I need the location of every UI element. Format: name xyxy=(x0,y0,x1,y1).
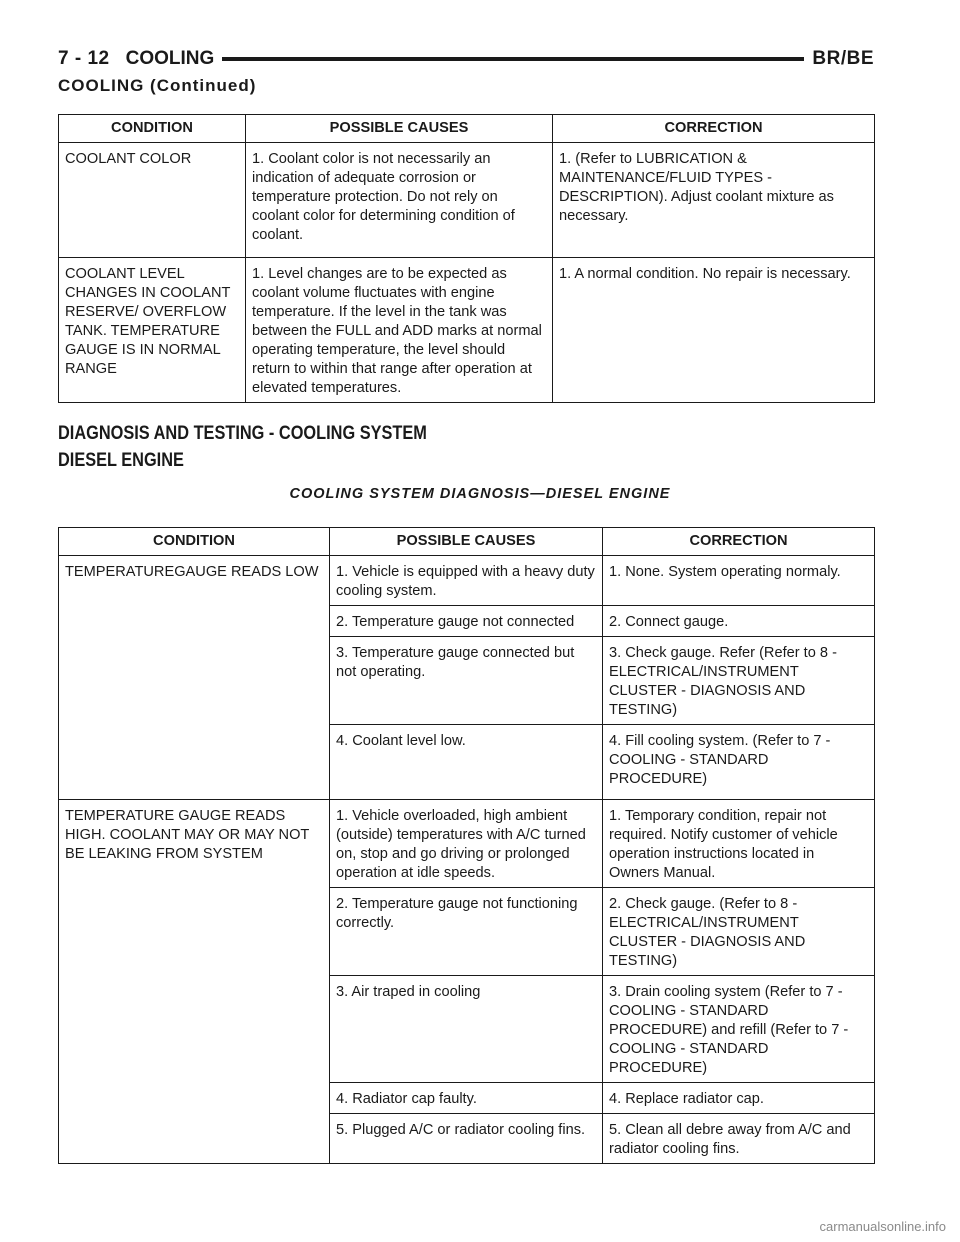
cause-cell: 3. Air traped in cooling xyxy=(330,976,603,1083)
cause-cell: 1. Coolant color is not necessarily an indication of adequate corrosion or temperature protection. Do not rely on coolant color for determining condition of coolant. xyxy=(246,143,553,258)
column-header-condition: CONDITION xyxy=(59,115,246,143)
cause-cell: 2. Temperature gauge not functioning correctly. xyxy=(330,888,603,976)
correction-cell: 3. Drain cooling system (Refer to 7 - COOLING - STANDARD PROCEDURE) and refill (Refer to 7 - COOLING - STANDARD PROCEDURE) xyxy=(603,976,875,1083)
section-name: COOLING xyxy=(125,48,215,69)
diagnosis-heading-line1: DIAGNOSIS AND TESTING - COOLING SYSTEM xyxy=(58,423,427,444)
correction-cell: 1. None. System operating normaly. xyxy=(603,556,875,606)
cause-cell: 4. Coolant level low. xyxy=(330,725,603,800)
cause-cell: 1. Level changes are to be expected as coolant volume fluctuates with engine temperature. If the level in the tank was between the FULL and ADD marks at normal operating temperature, the level should return to within that range after operation at elevated temperatures. xyxy=(246,258,553,403)
condition-cell: COOLANT COLOR xyxy=(59,143,246,258)
table-title: COOLING SYSTEM DIAGNOSIS—DIESEL ENGINE xyxy=(289,486,671,502)
diesel-diagnosis-table xyxy=(58,527,875,1164)
table-row xyxy=(59,143,875,258)
page-number: 7 - 12 xyxy=(58,48,110,69)
column-header-condition: CONDITION xyxy=(59,528,330,556)
coolant-diagnosis-table xyxy=(58,114,875,403)
condition-cell: TEMPERATURE GAUGE READS HIGH. COOLANT MAY OR MAY NOT BE LEAKING FROM SYSTEM xyxy=(59,800,330,1164)
model-code: BR/BE xyxy=(812,48,874,69)
cause-cell: 5. Plugged A/C or radiator cooling fins. xyxy=(330,1114,603,1164)
header-rule xyxy=(222,57,804,61)
correction-cell: 1. A normal condition. No repair is necessary. xyxy=(553,258,875,403)
page-header xyxy=(58,44,874,74)
correction-cell: 1. (Refer to LUBRICATION & MAINTENANCE/FLUID TYPES - DESCRIPTION). Adjust coolant mixture as necessary. xyxy=(553,143,875,258)
correction-cell: 3. Check gauge. Refer (Refer to 8 - ELECTRICAL/INSTRUMENT CLUSTER - DIAGNOSIS AND TESTING) xyxy=(603,637,875,725)
diagnosis-heading xyxy=(58,420,427,474)
table-row xyxy=(59,556,875,606)
cause-cell: 4. Radiator cap faulty. xyxy=(330,1083,603,1114)
column-header-correction: CORRECTION xyxy=(603,528,875,556)
condition-cell: COOLANT LEVEL CHANGES IN COOLANT RESERVE/ OVERFLOW TANK. TEMPERATURE GAUGE IS IN NORMAL RANGE xyxy=(59,258,246,403)
cause-cell: 2. Temperature gauge not connected xyxy=(330,606,603,637)
table-row xyxy=(59,258,875,403)
column-header-correction: CORRECTION xyxy=(553,115,875,143)
correction-cell: 4. Replace radiator cap. xyxy=(603,1083,875,1114)
correction-cell: 5. Clean all debre away from A/C and radiator cooling fins. xyxy=(603,1114,875,1164)
column-header-causes: POSSIBLE CAUSES xyxy=(330,528,603,556)
cause-cell: 3. Temperature gauge connected but not operating. xyxy=(330,637,603,725)
continued-heading: COOLING (Continued) xyxy=(58,76,257,95)
correction-cell: 2. Check gauge. (Refer to 8 - ELECTRICAL/INSTRUMENT CLUSTER - DIAGNOSIS AND TESTING) xyxy=(603,888,875,976)
correction-cell: 2. Connect gauge. xyxy=(603,606,875,637)
column-header-causes: POSSIBLE CAUSES xyxy=(246,115,553,143)
cause-cell: 1. Vehicle overloaded, high ambient (outside) temperatures with A/C turned on, stop and go driving or prolonged operation at idle speeds. xyxy=(330,800,603,888)
correction-cell: 4. Fill cooling system. (Refer to 7 - COOLING - STANDARD PROCEDURE) xyxy=(603,725,875,800)
table-row xyxy=(59,800,875,888)
diagnosis-heading-line2: DIESEL ENGINE xyxy=(58,450,184,471)
watermark-link[interactable]: carmanualsonline.info xyxy=(819,1219,946,1234)
cause-cell: 1. Vehicle is equipped with a heavy duty cooling system. xyxy=(330,556,603,606)
condition-cell: TEMPERATUREGAUGE READS LOW xyxy=(59,556,330,800)
correction-cell: 1. Temporary condition, repair not required. Notify customer of vehicle operation instructions located in Owners Manual. xyxy=(603,800,875,888)
